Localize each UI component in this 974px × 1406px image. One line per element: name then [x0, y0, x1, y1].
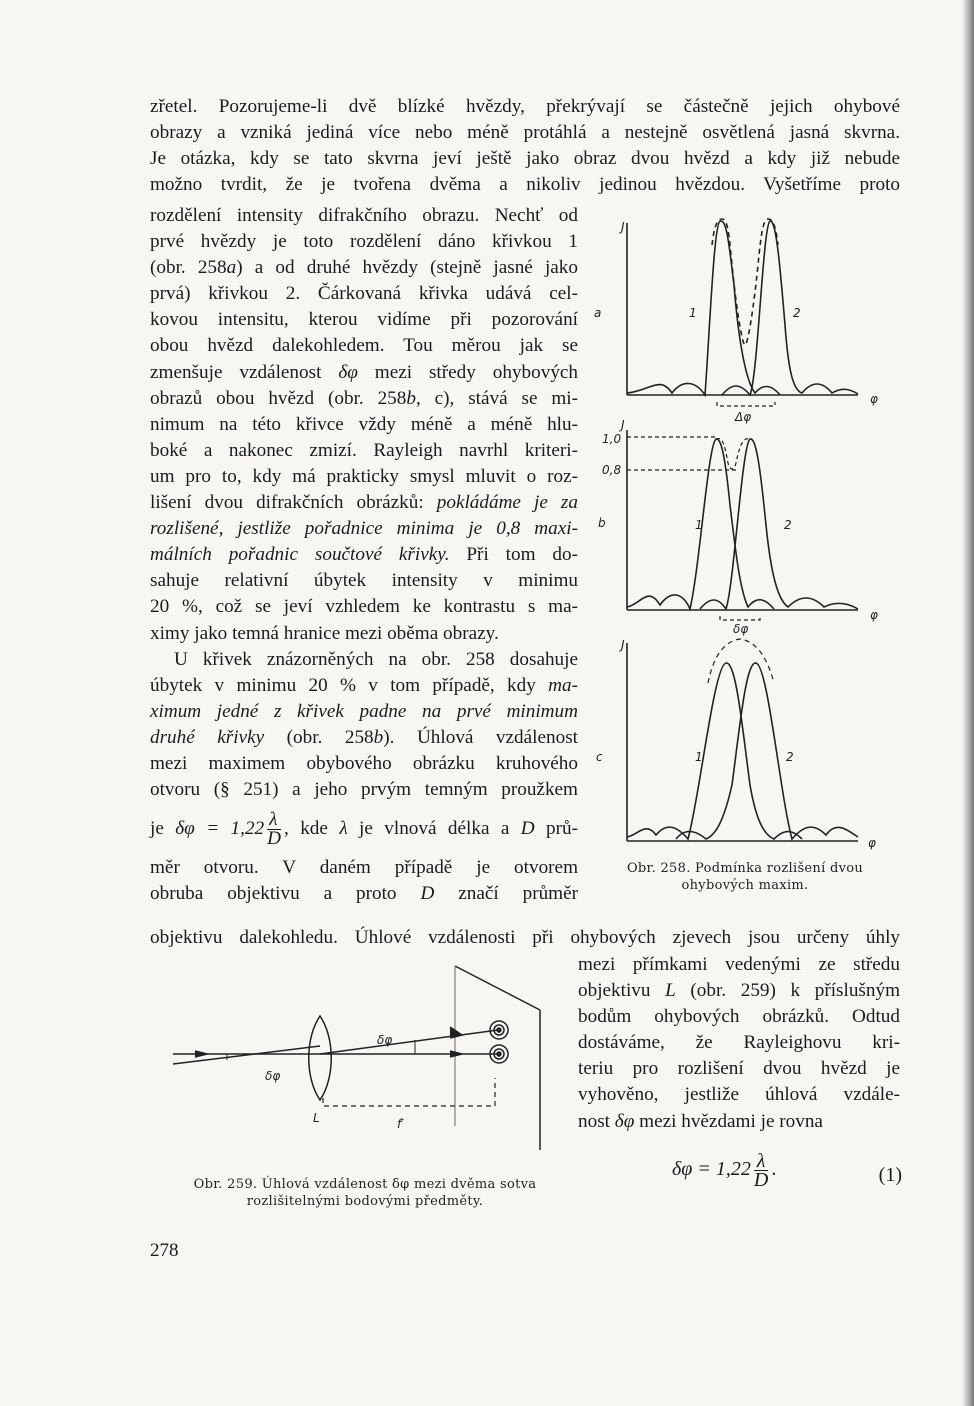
text-line: možno tvrdit, že je tvořena dvěma a nikoliv jedinou hvězdou. Vyšetříme proto — [150, 174, 900, 196]
text-line: kovou intensitu, kterou vidíme při pozorování — [150, 309, 578, 331]
text-line: ximy jako temná hranice mezi oběma obrazy. — [150, 622, 499, 644]
text-line: bodům ohybových obrázků. Odtud — [578, 1006, 900, 1028]
arrow-head — [195, 1051, 207, 1057]
text-line: mezi přímkami vedenými ze středu — [578, 954, 900, 975]
text-line: nost δφ mezi hvězdami je rovna — [578, 1110, 823, 1132]
text-line: druhé křivky (obr. 258b). Úhlová vzdálenost — [150, 726, 578, 748]
inline-fraction: $\frac{\lambda}{D}$ — [267, 809, 281, 850]
text-line: obrazů obou hvězd (obr. 258b, c), stává se mi- — [150, 387, 578, 409]
lens-label: L — [313, 1111, 320, 1125]
text-line: (obr. 258a) a od druhé hvězdy (stejně jasné jako — [150, 257, 578, 279]
text-line: dostáváme, že Rayleighovu kri- — [578, 1032, 900, 1054]
delta-small-label: δφ — [733, 622, 749, 636]
screen-top-edge — [455, 966, 540, 1010]
axis-label-j: J — [621, 638, 625, 652]
curve-label-1: 1 — [695, 518, 703, 532]
text-line: ximum jedné z křivek padne na prvé minimum — [150, 700, 578, 722]
axis-label-j: J — [621, 418, 625, 432]
text-line: objektivu dalekohledu. Úhlové vzdálenosti při ohybových zjevech jsou určeny úhly — [150, 927, 900, 948]
text-line: nimum na této křivce vždy méně a méně hlu- — [150, 413, 578, 435]
text-block-left — [150, 203, 578, 907]
text-line: Je otázka, kdy se tato skvrna jeví ještě jako obraz dvou hvězd a kdy již nebude — [150, 148, 900, 170]
text-line: rozlišené, jestliže pořadnice minima je 0,8 maxi- — [150, 518, 578, 540]
equation-lhs: δφ = 1,22 — [672, 1158, 751, 1181]
panel-label-c: c — [596, 750, 603, 764]
text-line: obruba objektivu a proto D značí průměr — [150, 883, 579, 905]
figure-258 — [590, 205, 890, 865]
equation-number: (1) — [878, 1164, 902, 1186]
focal-length-bracket — [323, 1078, 495, 1106]
panel-c — [627, 639, 858, 841]
text-line: 20 %, což se jeví vzhledem ke kontrastu s ma- — [150, 596, 578, 618]
angle-label-top: δφ — [377, 1033, 393, 1047]
panel-label-a: a — [594, 306, 602, 320]
arrow-head — [450, 1027, 462, 1038]
text-line: lišení dvou difrakčních obrázků: pokládáme je za — [150, 492, 578, 514]
text-line: vyhověno, jestliže úhlová vzdále- — [578, 1084, 900, 1106]
text-line: mezi maximem obybového obrázku kruhového — [150, 752, 578, 774]
panel-label-b: b — [598, 516, 606, 530]
text-line: boké a nakonec zmizí. Rayleigh navrhl kriteri- — [150, 439, 578, 461]
panel-a — [627, 219, 858, 406]
angle-label-left: δφ — [265, 1069, 281, 1083]
curve-label-1: 1 — [689, 306, 697, 320]
level-label-1: 1,0 — [602, 432, 622, 446]
text-line: úbytek v minimu 20 % v tom případě, kdy ma- — [150, 674, 578, 696]
page-number: 278 — [150, 1240, 179, 1261]
panel-b — [627, 430, 858, 620]
text-line: teriu pro rozlišení dvou hvězd je — [578, 1058, 900, 1080]
text-line: měr otvoru. V daném případě je otvorem — [150, 857, 578, 879]
text-line-equation: je δφ = 1,22 $\frac{\lambda}{D}$ , kde λ je vlnová délka a D prů- — [150, 809, 579, 850]
delta-big-label: Δφ — [735, 410, 752, 424]
curve-label-2: 2 — [786, 750, 794, 764]
text-line: obrazy a vzniká jediná více nebo méně protáhlá a nestejně osvětlená jasná skvrna. — [150, 122, 900, 144]
text-block-top — [150, 94, 900, 198]
curve-label-2: 2 — [793, 306, 801, 320]
figure-259-caption: Obr. 259. Úhlová vzdálenost δφ mezi dvěma sotva rozlišitelnými bodovými předměty. — [193, 1177, 537, 1209]
text-line: zmenšuje vzdálenost δφ mezi středy ohybových — [150, 361, 579, 383]
focal-label: f′ — [397, 1117, 404, 1131]
level-label-08: 0,8 — [602, 463, 622, 477]
curve-label-1: 1 — [695, 750, 703, 764]
text-line: U křivek znázorněných na obr. 258 dosahuje — [174, 648, 578, 670]
axis-label-j: J — [621, 220, 625, 234]
equation-fraction: $\frac{\lambda}{D}$ — [753, 1150, 769, 1191]
equation-1: δφ = 1,22 $\frac{\lambda}{D}$ . (1) — [672, 1150, 902, 1191]
figure-259 — [165, 958, 565, 1158]
text-line: rozdělení intensity difrakčního obrazu. Nechť od — [150, 205, 578, 226]
text-line: málních pořadnic součtové křivky. Při tom do- — [150, 544, 578, 566]
text-line: objektivu L (obr. 259) k příslušným — [578, 980, 901, 1002]
text-line: obou hvězd dalekohledem. Tou měrou jak se — [150, 335, 578, 357]
diffraction-spots — [490, 1021, 508, 1063]
page-edge-shadow — [962, 0, 974, 1406]
text-line: sahuje relativní úbytek intensity v minimu — [150, 570, 578, 592]
text-line: um pro to, kdy má prakticky smysl mluvit o roz- — [150, 465, 578, 487]
lens-shape — [309, 1016, 332, 1100]
text-line: prvé hvězdy je toto rozdělení dáno křivkou 1 — [150, 231, 578, 253]
axis-label-phi: φ — [870, 392, 878, 406]
axis-label-phi: φ — [870, 608, 878, 622]
curve-label-2: 2 — [784, 518, 792, 532]
axis-label-phi: φ — [868, 836, 876, 850]
ray-out-oblique — [320, 1030, 498, 1054]
figure-258-caption: Obr. 258. Podmínka rozlišení dvou ohybových maxim. — [626, 861, 864, 893]
arrow-head — [450, 1051, 462, 1057]
text-line: prvá) křivkou 2. Čárkovaná křivka udává cel- — [150, 283, 578, 305]
text-block-mid — [150, 925, 900, 951]
text-line: otvoru (§ 251) a jeho prvým temným proužkem — [150, 779, 578, 801]
text-line: zřetel. Pozorujeme-li dvě blízké hvězdy, překrývají se částečně jejich ohybové — [150, 96, 900, 117]
text-block-right — [578, 952, 900, 1135]
